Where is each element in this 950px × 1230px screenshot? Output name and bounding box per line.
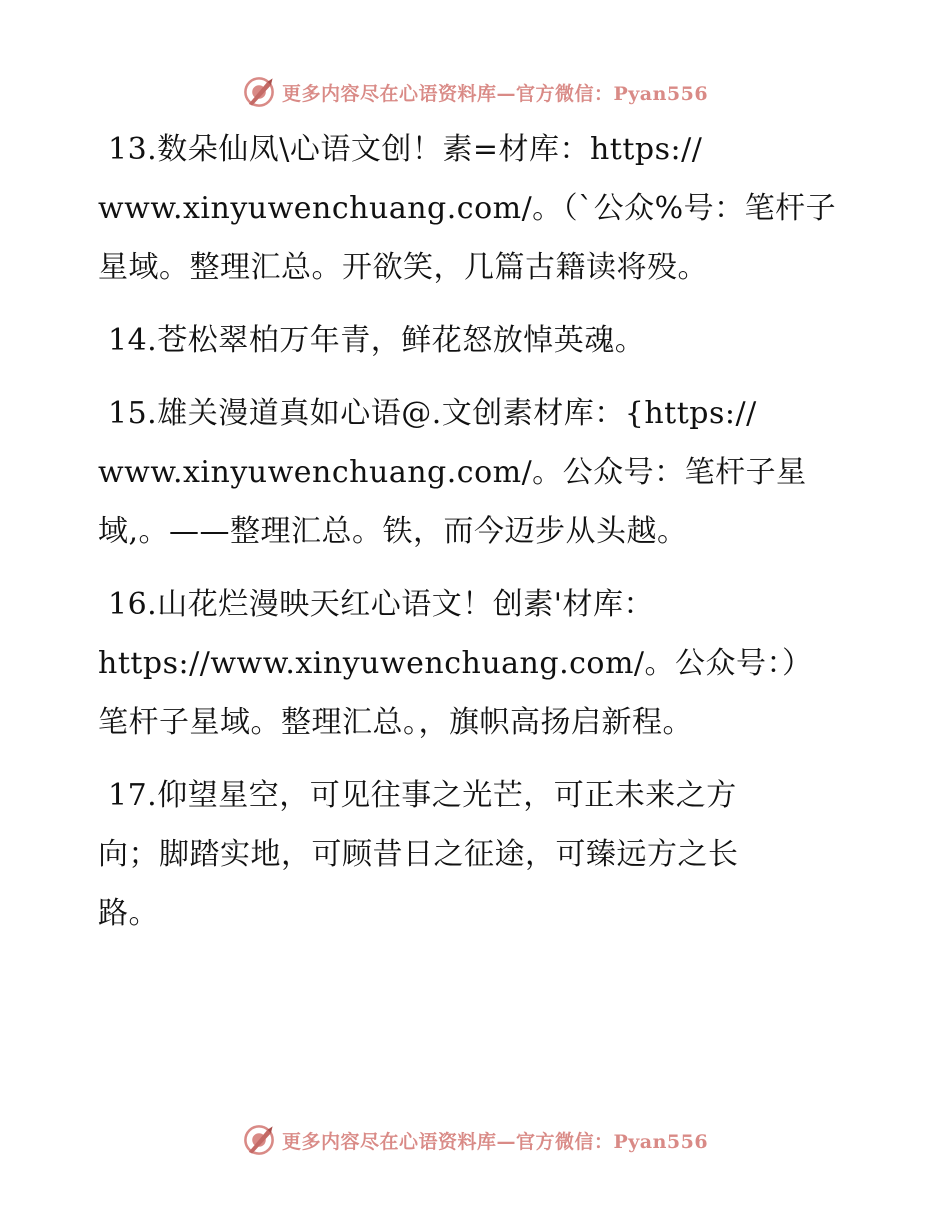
paragraph-16: [98, 575, 838, 752]
text-line: 星域。整理汇总。开欲笑，几篇古籍读将殁。: [98, 250, 708, 285]
paragraph-13: [98, 120, 838, 297]
header-banner-text: 更多内容尽在心语资料库—官方微信：Pyan556: [281, 82, 709, 105]
text-line: 笔杆子星域。整理汇总。，旗帜高扬启新程。: [98, 705, 693, 740]
fountain-pen-logo-icon: [242, 1123, 276, 1157]
paragraph-15: [98, 384, 838, 561]
text-line: 17.仰望星空，可见往事之光芒，可正未来之方: [108, 778, 737, 813]
text-line: 向；脚踏实地，可顾昔日之征途，可臻远方之长: [98, 837, 739, 872]
text-line: www.xinyuwenchuang.com/。（`公众%号：笔杆子: [98, 191, 837, 226]
text-line: www.xinyuwenchuang.com/。公众号：笔杆子星: [98, 455, 807, 490]
paragraph-14: [98, 311, 838, 370]
text-line: https://www.xinyuwenchuang.com/。公众号：）: [98, 646, 813, 681]
text-line: 14.苍松翠柏万年青，鲜花怒放悼英魂。: [108, 323, 646, 358]
text-line: 13.数朵仙凤\心语文创！素=材库：https://: [108, 132, 703, 167]
text-line: 15.雄关漫道真如心语@.文创素材库：{https://: [108, 396, 757, 431]
fountain-pen-logo-icon: [242, 75, 276, 109]
text-line: 16.山花烂漫映天红心语文！创素'材库：: [108, 587, 654, 622]
document-body: [98, 120, 838, 957]
footer-banner: [0, 1120, 950, 1160]
paragraph-17: [98, 766, 838, 943]
header-banner: [0, 72, 950, 112]
text-line: 域,。——整理汇总。铁，而今迈步从头越。: [98, 514, 688, 549]
footer-banner-text: 更多内容尽在心语资料库—官方微信：Pyan556: [281, 1130, 709, 1153]
text-line: 路。: [98, 896, 159, 931]
